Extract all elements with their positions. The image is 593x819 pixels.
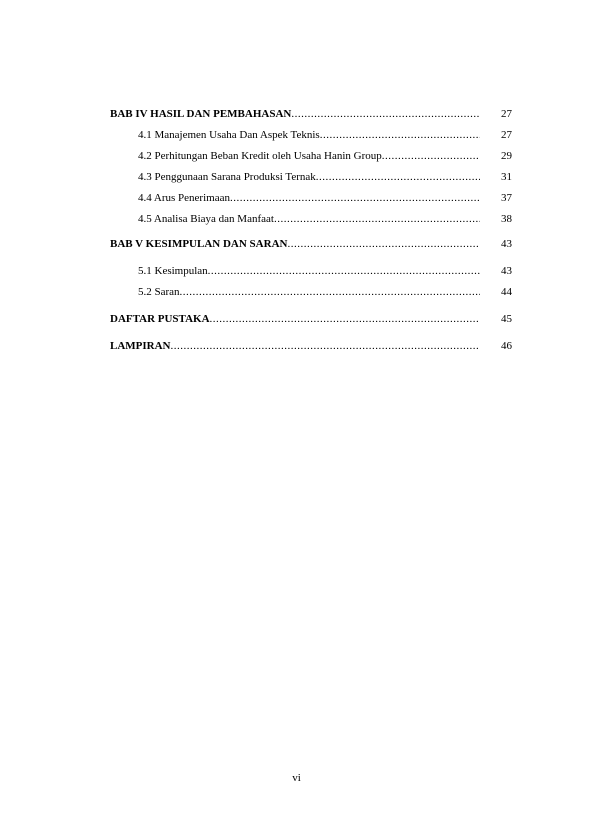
toc-entry-page: 38 [501,213,512,225]
toc-entry-page: 44 [501,286,512,298]
toc-entry-page: 29 [501,150,512,162]
toc-entry-title: 4.3 Penggunaan Sarana Produksi Ternak [138,171,316,183]
dot-leader [274,213,480,226]
toc-entry-page: 31 [501,171,512,183]
toc-entry-4-5 [110,213,512,234]
toc-entry-title: 5.2 Saran [138,286,180,298]
dot-leader [287,238,480,251]
toc-entry-lampiran [110,340,512,361]
toc-entry-page: 27 [501,108,512,120]
toc-entry-title: 4.1 Manajemen Usaha Dan Aspek Teknis [138,129,320,141]
toc-entry-page: 27 [501,129,512,141]
toc-entry-4-3 [110,171,512,192]
page-number: vi [292,772,301,784]
toc-entry-5-1 [110,265,512,286]
dot-leader [382,150,480,163]
toc-entry-bab-v [110,238,512,259]
toc-entry-title: LAMPIRAN [110,340,171,352]
toc-entry-title: 4.4 Arus Penerimaan [138,192,230,204]
toc-entry-page: 37 [501,192,512,204]
dot-leader [171,340,481,353]
toc-entry-title: 5.1 Kesimpulan [138,265,208,277]
dot-leader [320,129,480,142]
toc-entry-daftar-pustaka [110,313,512,334]
toc-entry-page: 43 [501,265,512,277]
dot-leader [208,265,480,278]
toc-entry-bab-iv [110,108,512,129]
toc-entry-title: DAFTAR PUSTAKA [110,313,210,325]
toc-entry-page: 45 [501,313,512,325]
toc-entry-page: 43 [501,238,512,250]
table-of-contents [110,108,512,361]
toc-entry-4-1 [110,129,512,150]
toc-entry-4-2 [110,150,512,171]
dot-leader [316,171,480,184]
toc-entry-5-2 [110,286,512,307]
toc-entry-title: 4.2 Perhitungan Beban Kredit oleh Usaha Hanin Group [138,150,382,162]
toc-entry-4-4 [110,192,512,213]
toc-entry-title: 4.5 Analisa Biaya dan Manfaat [138,213,274,225]
toc-entry-page: 46 [501,340,512,352]
dot-leader [291,108,480,121]
dot-leader [210,313,480,326]
toc-entry-title: BAB IV HASIL DAN PEMBAHASAN [110,108,292,120]
dot-leader [180,286,480,299]
dot-leader [230,192,480,205]
toc-entry-title: BAB V KESIMPULAN DAN SARAN [110,238,288,250]
